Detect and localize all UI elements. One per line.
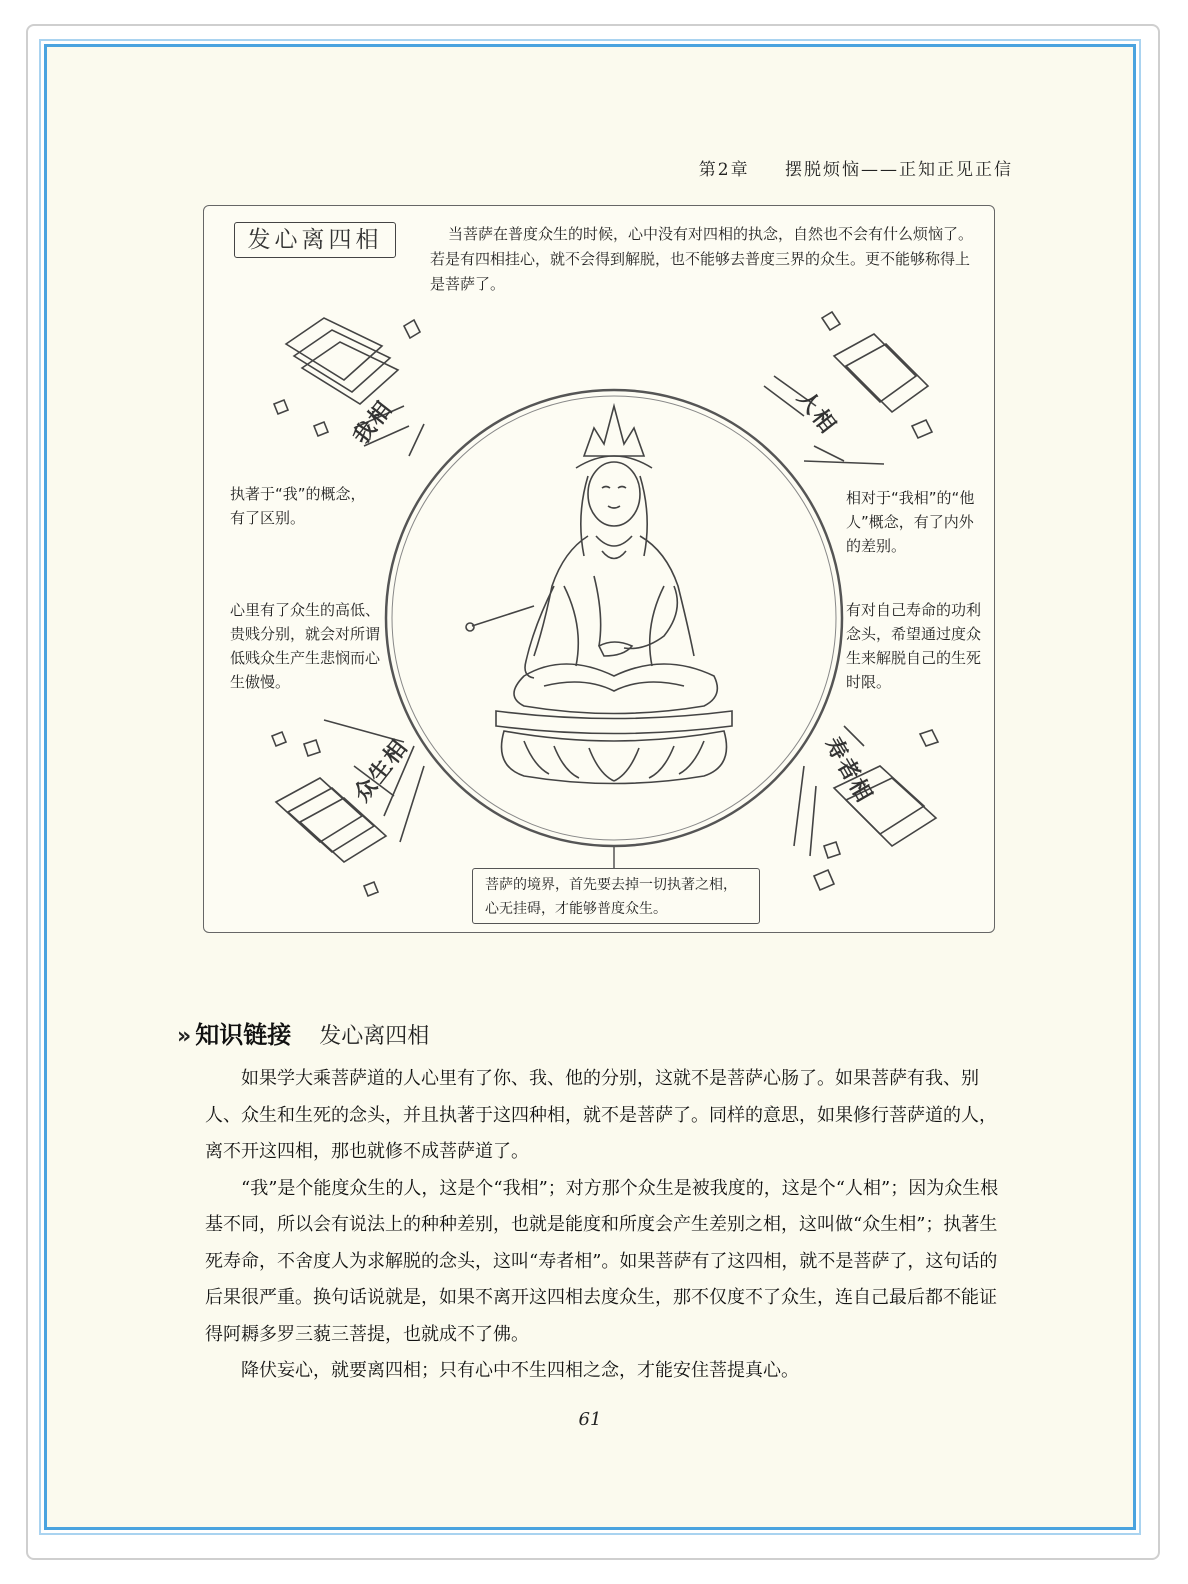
illustration-intro: 当菩萨在普度众生的时候，心中没有对四相的执念，自然也不会有什么烦恼了。若是有四相挂心，就不会得到解脱，也不能够去普度三界的众生。更不能够称得上是菩萨了。 bbox=[430, 225, 974, 293]
paragraph: “我”是个能度众生的人，这是个“我相”；对方那个众生是被我度的，这是个“人相”；因为众生根基不同，所以会有说法上的种种差别，也就是能度和所度会产生差别之相，这叫做“众生相”；执著生死寿命，不舍度人为求解脱的念头，这叫“寿者相”。如果菩萨有了这四相，就不是菩萨了，这句话的后果很严重。换句话说就是，如果不离开这四相去度众生，那不仅度不了众生，连自己最后都不能证得阿耨多罗三藐三菩提，也就成不了佛。 bbox=[205, 1177, 999, 1345]
note-zhongsheng-xiang: 心里有了众生的高低、贵贱分别，就会对所谓低贱众生产生悲悯而心生傲慢。 bbox=[230, 601, 381, 691]
body-text bbox=[205, 1061, 1007, 1390]
decoration-top-left bbox=[274, 318, 424, 456]
decoration-bottom-right bbox=[794, 726, 938, 890]
paragraph: 降伏妄心，就要离四相；只有心中不生四相之念，才能安住菩提真心。 bbox=[241, 1360, 799, 1381]
chapter-number: 第2章 bbox=[698, 160, 750, 180]
label-wo-xiang: 我相 bbox=[348, 395, 399, 450]
note-shouzhe-xiang: 有对自己寿命的功利念头，希望通过度众生来解脱自己的生死时限。 bbox=[846, 601, 982, 691]
bodhisattva-realm-caption: 菩萨的境界，首先要去掉一切执著之相，心无挂碍，才能够普度众生。 bbox=[472, 868, 760, 924]
section-subheading: 发心离四相 bbox=[319, 1024, 430, 1049]
running-header bbox=[699, 155, 1013, 180]
double-chevron-icon: » bbox=[177, 1024, 192, 1049]
label-zhongsheng-xiang: 众生相 bbox=[348, 734, 414, 807]
note-wo-xiang: 执著于“我”的概念，有了区别。 bbox=[230, 485, 366, 527]
book-page bbox=[44, 44, 1136, 1530]
illustration-title: 发心离四相 bbox=[234, 222, 396, 258]
paragraph: 如果学大乘菩萨道的人心里有了你、我、他的分别，这就不是菩萨心肠了。如果菩萨有我、别人、众生和生死的念头，并且执著于这四种相，就不是菩萨了。同样的意思，如果修行菩萨道的人，离不开这四相，那也就修不成菩萨道了。 bbox=[205, 1068, 997, 1162]
decoration-top-right bbox=[764, 312, 932, 464]
note-ren-xiang: 相对于“我相”的“他人”概念，有了内外的差别。 bbox=[846, 489, 975, 555]
label-shouzhe-xiang: 寿者相 bbox=[819, 732, 878, 808]
illustration-artwork bbox=[204, 206, 996, 934]
section-heading: 知识链接 bbox=[195, 1021, 292, 1049]
bodhisattva-figure bbox=[466, 406, 732, 784]
illustration-panel bbox=[203, 205, 995, 933]
page-number: 61 bbox=[578, 1409, 602, 1430]
knowledge-link-heading bbox=[177, 1015, 429, 1050]
label-ren-xiang: 人相 bbox=[791, 385, 842, 440]
chapter-title: 摆脱烦恼——正知正见正信 bbox=[785, 160, 1013, 180]
